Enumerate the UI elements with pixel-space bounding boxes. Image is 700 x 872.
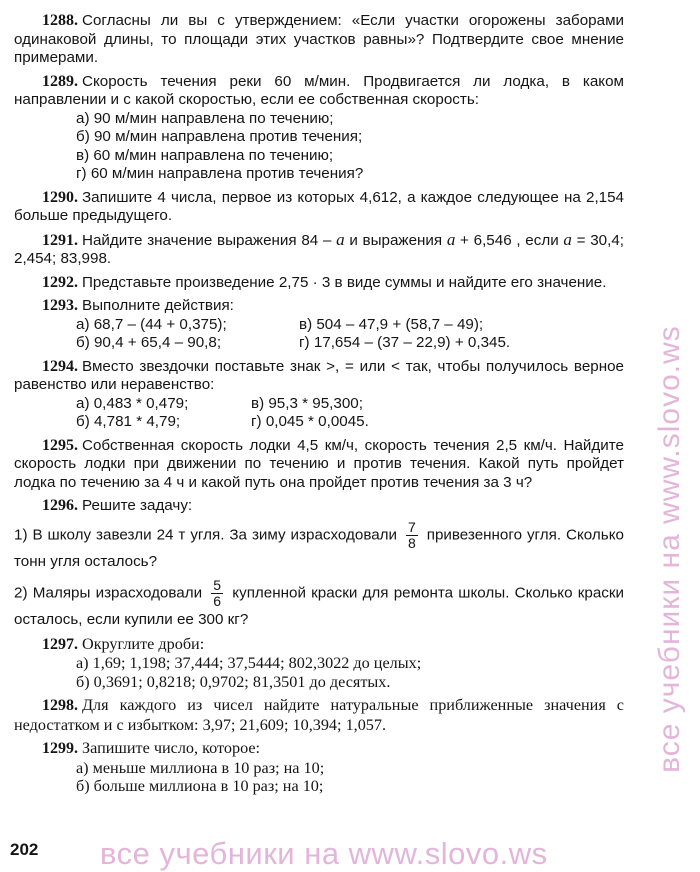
problem-text: + 6,546 , если [455, 231, 564, 249]
problem-text: Запишите число, которое: [82, 739, 261, 757]
list-item: б) 0,3691; 0,8218; 0,9702; 81,3501 до десятых. [76, 672, 391, 691]
problem-text: Согласны ли вы с утверждением: «Если участки огорожены заборами одинаковой длины, то площади этих участков равны»? Подтвердите свое мнение примерами. [14, 12, 624, 66]
list-item: б) больше миллиона в 10 раз; на 10; [76, 777, 324, 795]
fraction-denominator: 8 [407, 534, 416, 551]
problem-1289 [14, 73, 624, 184]
problem-number: 1288. [42, 12, 78, 29]
problem-text: Представьте произведение 2,75 · 3 в виде суммы и найдите его значение. [82, 273, 607, 291]
exercise-row [14, 413, 624, 432]
problem-1296 [14, 497, 624, 630]
subtask-2 [14, 578, 624, 630]
problem-text: Найдите значение выражения 84 – [82, 231, 332, 249]
fraction-denominator: 6 [213, 592, 222, 609]
exercise-item: в) 95,3 * 95,300; [251, 394, 363, 412]
list-item: а) меньше миллиона в 10 раз; на 10; [76, 758, 325, 777]
subtask-text: купленной краски для ремонта школы. Сколько краски осталось, если купили ее 300 кг? [14, 584, 624, 628]
problem-number: 1292. [42, 273, 78, 291]
exercise-item: г) 0,045 * 0,0045. [251, 413, 369, 430]
exercise-item: а) 0,483 * 0,479; [76, 394, 189, 412]
fraction-5-6 [211, 578, 223, 609]
subtask-1 [14, 520, 624, 572]
problem-text: Запишите 4 числа, первое из которых 4,612, а каждое следующее на 2,154 больше предыдущего. [14, 188, 624, 224]
bottom-watermark: все учебники на www.slovo.ws [100, 836, 548, 871]
exercise-row [14, 334, 624, 353]
variable-a: a [336, 229, 345, 249]
variable-a: a [563, 229, 572, 249]
problem-number: 1299. [42, 740, 78, 757]
problem-1298 [14, 696, 624, 734]
problem-text: Выполните действия: [82, 297, 234, 314]
problem-text: Для каждого из чисел найдите натуральные приближенные значения с недостатком и с избытком: 3,97; 21,609; 10,394; 1,057. [14, 696, 624, 734]
subtask-text: 1) В школу завезли 24 т угля. За зиму израсходовали [14, 526, 398, 544]
problem-number: 1291. [42, 231, 78, 249]
exercise-row [14, 316, 624, 335]
problem-number: 1289. [42, 72, 78, 90]
problem-number: 1294. [42, 357, 78, 375]
problem-number: 1296. [42, 497, 78, 514]
problem-number: 1297. [42, 635, 78, 653]
problem-text: Округлите дроби: [82, 634, 205, 653]
list-item: г) 60 м/мин направлена против течения? [76, 165, 364, 182]
problem-number: 1290. [42, 188, 78, 206]
exercise-item: б) 90,4 + 65,4 – 90,8; [76, 334, 222, 351]
page-number: 202 [10, 840, 39, 859]
exercise-item: в) 504 – 47,9 + (58,7 – 49); [299, 315, 484, 333]
problem-1288 [14, 12, 624, 68]
problem-text: Решите задачу: [82, 497, 193, 514]
subtask-text: 2) Маляры израсходовали [14, 584, 203, 602]
fraction-numerator: 5 [213, 576, 222, 593]
exercise-item: г) 17,654 – (37 – 22,9) + 0,345. [299, 334, 511, 351]
list-item: а) 90 м/мин направлена по течению; [76, 109, 334, 127]
problem-number: 1298. [42, 697, 78, 714]
subtask-text: привезенного угля. Сколько тонн угля осталось? [14, 526, 624, 570]
problem-1293 [14, 297, 624, 353]
side-watermark-text: все учебники на www.slovo.ws [653, 325, 686, 773]
variable-a: a [446, 229, 456, 249]
problem-1290 [14, 189, 624, 226]
textbook-page [14, 12, 624, 801]
problem-text: Вместо звездочки поставьте знак >, = или < так, чтобы получилось верное равенство или неравенство: [14, 357, 624, 393]
problem-1292 [14, 274, 624, 293]
problem-text: Собственная скорость лодки 4,5 км/ч, скорость течения 2,5 км/ч. Найдите скорость лодки при движении по течению и против течения. Какой путь пройдет лодка по течению за 4 ч и какой путь она пройдет против течения за 3 ч? [14, 436, 624, 491]
list-item: а) 1,69; 1,198; 37,444; 37,5444; 802,3022 до целых; [76, 654, 422, 672]
fraction-7-8 [406, 520, 418, 551]
exercise-row [14, 395, 624, 414]
problem-text: Скорость течения реки 60 м/мин. Продвигается ли лодка, в каком направлении и с какой скоростью, если ее собственная скорость: [14, 72, 624, 108]
list-item: в) 60 м/мин направлена по течению; [76, 146, 334, 164]
problem-1297 [14, 635, 624, 692]
problem-text: и выражения [344, 231, 447, 249]
problem-1294 [14, 358, 624, 432]
fraction-numerator: 7 [407, 518, 416, 535]
problem-number: 1293. [42, 297, 78, 314]
problem-text: = 30,4; 2,454; 83,998. [14, 231, 624, 267]
problem-1295 [14, 437, 624, 493]
side-watermark [653, 325, 686, 773]
problem-1291 [14, 231, 624, 269]
exercise-item: а) 68,7 – (44 + 0,375); [76, 315, 227, 333]
problem-1299 [14, 739, 624, 796]
problem-number: 1295. [42, 436, 78, 454]
list-item: б) 90 м/мин направлена против течения; [76, 128, 363, 145]
exercise-item: б) 4,781 * 4,79; [76, 413, 181, 430]
